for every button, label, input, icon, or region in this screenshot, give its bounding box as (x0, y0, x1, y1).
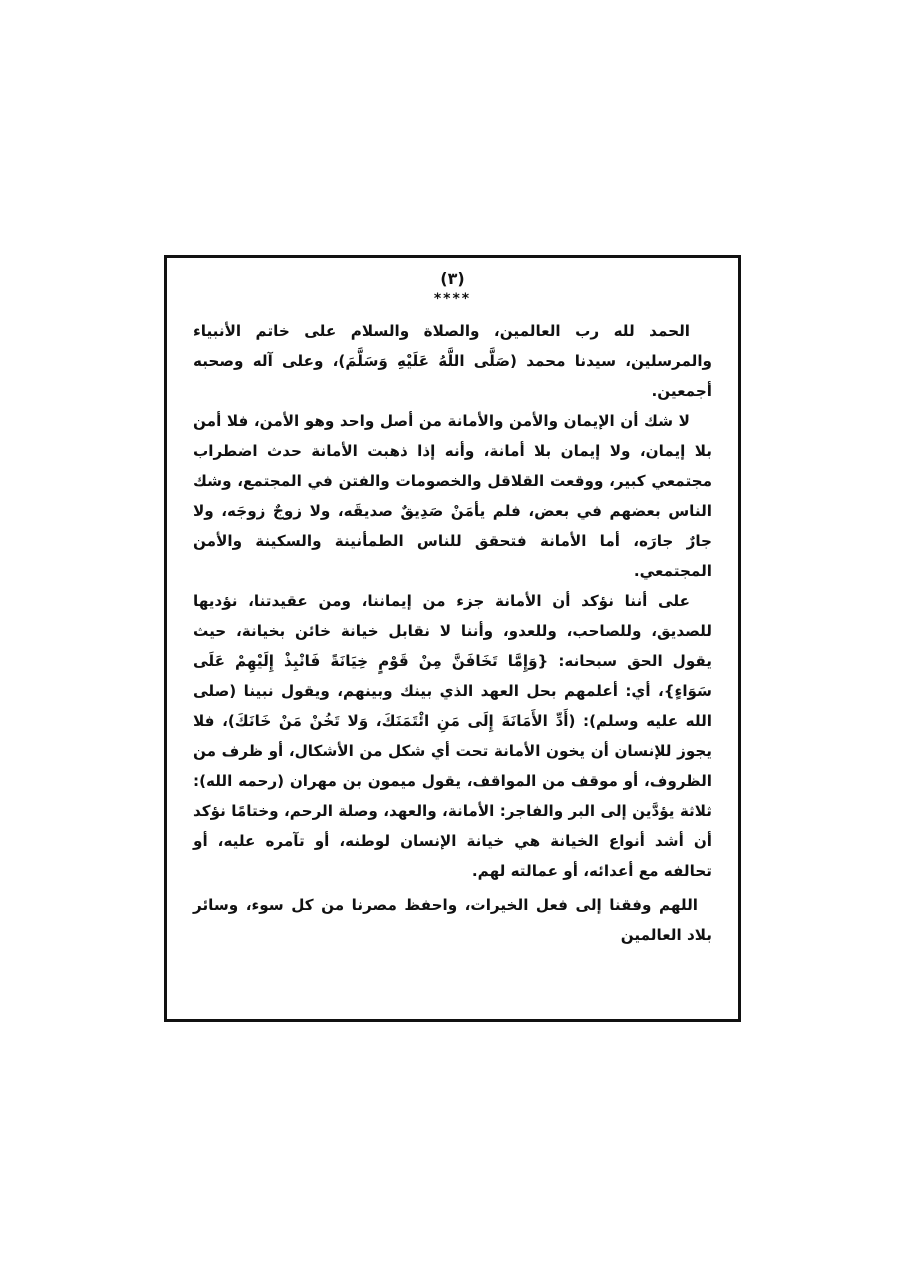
paragraph-opening: الحمد لله رب العالمين، والصلاة والسلام على خاتم الأنبياء والمرسلين، سيدنا محمد (صَلَّى اللَّهُ عَلَيْهِ وَسَلَّمَ)، وعلى آله وصحبه أجمعين. (193, 322, 712, 400)
paragraph-trust-doctrine: على أننا نؤكد أن الأمانة جزء من إيماننا، ومن عقيدتنا، نؤديها للصديق، وللصاحب، وللعدو، وأننا لا نقابل خيانة خائن بخيانة، حيث يقول الحق سبحانه: {وَإِمَّا تَخَافَنَّ مِنْ قَوْمٍ خِيَانَةً فَانْبِذْ إِلَيْهِمْ عَلَى سَوَاءٍ}، أي: أعلمهم بحل العهد الذي بينك وبينهم، ويقول نبينا (صلى الله عليه وسلم): (أَدِّ الأَمَانَةَ إِلَى مَنِ ائْتَمَنَكَ، وَلا تَخُنْ مَنْ خَانَكَ)، فلا يجوز للإنسان أن يخون الأمانة تحت أي شكل من الأشكال، أو ظرف من الظروف، أو موقف من المواقف، يقول ميمون بن مهران (رحمه الله): ثلاثة يؤدَّين إلى البر والفاجر: الأمانة، والعهد، وصلة الرحم، وختامًا نؤكد أن أشد أنواع الخيانة هي خيانة الإنسان لوطنه، أو تآمره عليه، أو تحالفه مع أعدائه، أو عمالته لهم. (193, 592, 712, 880)
page-frame (164, 255, 741, 1022)
closing-prayer: اللهم وفقنا إلى فعل الخيرات، واحفظ مصرنا من كل سوء، وسائر بلاد العالمين (193, 896, 712, 944)
section-separator: **** (433, 291, 472, 307)
paragraph-faith-and-trust: لا شك أن الإيمان والأمن والأمانة من أصل واحد وهو الأمن، فلا أمن بلا إيمان، ولا إيمان بلا أمانة، وأنه إذا ذهبت الأمانة حدث اضطراب مجتمعي كبير، ووقعت القلاقل والخصومات والفتن في المجتمع، وشك الناس بعضهم في بعض، فلم يأمَنْ صَدِيقٌ صديقَه، ولا زوجٌ زوجَه، ولا جارٌ جارَه، أما الأمانة فتحقق للناس الطمأنينة والسكينة والأمن المجتمعي. (193, 412, 712, 580)
page-number: (٣) (440, 269, 465, 288)
